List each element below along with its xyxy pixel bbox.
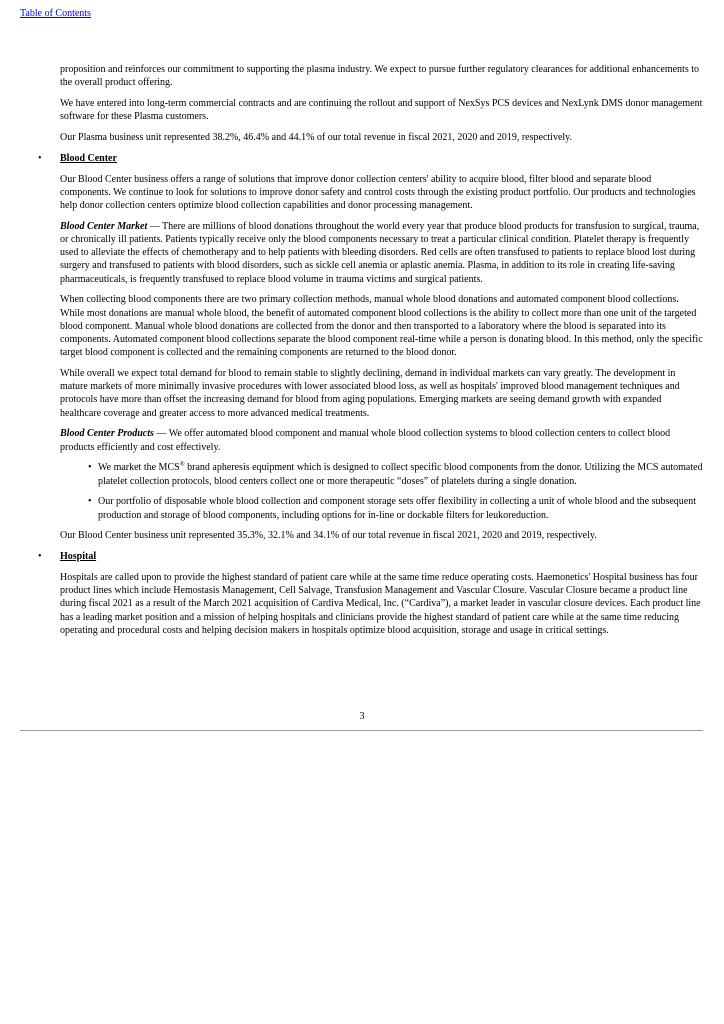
hospital-paragraph: Hospitals are called upon to provide the highest standard of patient care while at the same time reduce operating costs. Haemonetics' Hospital business has four product lines which include Hemostasis Management, Cell Salvage, Transfusion Management and Vascular Closure. Vascular Closure became a product line during fiscal 2021 as a result of the March 2021 acquisition of Cardiva Medical, Inc. (“Cardiva”), a market leader in vascular closure devices. Each product line has a leading market position and a mission of helping hospitals and clinicians provide the highest standard of patient care while at the same time reducing operating and procedural costs and helping decision makers in hospitals optimize blood acquisition, storage and usage in critical settings. [60,572,701,636]
page-number: 3 [359,711,365,722]
plasma-revenue-paragraph: Our Plasma business unit represented 38.2%, 46.4% and 44.1% of our total revenue in fiscal 2021, 2020 and 2019, respectively. [60,132,573,143]
page-content [38,63,703,645]
bullet-marker: • [38,551,42,563]
blood-center-market-paragraph [60,220,703,286]
blood-center-market-text: — There are millions of blood donations throughout the world every year that produce blood products for transfusion to surgical, trauma, or chronically ill patients. Patients typically receive only the blood components necessary to treat a particular clinical condition. Platelet therapy is frequently used to alleviate the effects of chemotherapy and to help patients with bleeding disorders. Red cells are often transfused to patients to replace blood lost during surgery and transfused to patients with blood disorders, such as sickle cell anemia or aplastic anemia. Plasma, in addition to its role in creating life-saving pharmaceuticals, is frequently transfused to replace blood volume in trauma victims and surgical patients. [60,220,700,285]
list-item [60,461,703,487]
products-list [60,461,703,521]
blood-center-products-text: — We offer automated blood component and manual whole blood collection systems to blood collection centers to collect blood products efficiently and cost effectively. [60,428,671,453]
disposables-text: Our portfolio of disposable whole blood collection and component storage sets offer flexibility in collecting a unit of whole blood and the subsequent production and storage of blood components, including options for in-line or dockable filters for leukoreduction. [98,496,697,521]
collection-methods-paragraph: When collecting blood components there are two primary collection methods, manual whole blood donations and automated component blood collections. While most donations are manual whole blood, the benefit of automated component blood collections is the ability to collect more than one unit of the targeted blood component. Manual whole blood donations are collected from the donor and then transported to a laboratory where the blood is separated into its components. Automated component blood collections separate the blood component real-time while a person is donating blood. In this method, only the specific target blood component is collected and the remaining components are returned to the blood donor. [60,294,703,359]
blood-center-revenue-paragraph: Our Blood Center business unit represented 35.3%, 32.1% and 34.1% of our total revenue in fiscal 2021, 2020 and 2019, respectively. [60,530,597,542]
blood-center-intro-paragraph: Our Blood Center business offers a range of solutions that improve donor collection centers' ability to acquire blood, filter blood and separate blood components. We continue to look for solutions to improve donor safety and control costs through the existing product portfolio. Our products and technologies help donor collection centers optimize blood collection capabilities and donor processing management. [60,173,696,211]
hospital-heading [38,550,703,563]
hospital-heading-label: Hospital [60,551,97,563]
blood-center-market-run-head: Blood Center Market [60,220,148,232]
table-of-contents-link[interactable]: Table of Contents [20,8,91,19]
bullet-marker: • [38,152,42,164]
demand-paragraph: While overall we expect total demand for blood to remain stable to slightly declining, demand in individual markets can vary greatly. The development in mature markets of more minimally invasive procedures with lower associated blood loss, as well as hospitals' improved blood management techniques and protocols have more than offset the increasing demand for blood from aging populations. Emerging markets are seeing demand growth with expanded healthcare coverage and greater access to more advanced medical treatments. [60,368,680,419]
mcs-text-start: We market the MCS [98,462,180,474]
list-item [60,495,703,521]
registered-mark: ® [179,461,185,469]
sub-bullet-marker: • [88,496,92,508]
sub-bullet-marker: • [88,462,92,474]
blood-center-heading-label: Blood Center [60,152,117,164]
blood-center-heading [38,152,703,165]
mcs-text-rest: brand apheresis equipment which is designed to collect specific blood components from the donor. Utilizing the MCS automated platelet collection protocols, blood centers collect one or more therapeutic “doses” of platelets during a single donation. [98,462,703,487]
blood-center-products-paragraph [60,427,703,453]
plasma-paragraph-2: We have entered into long-term commercial contracts and are continuing the rollout and support of NexSys PCS devices and NexLynk DMS donor management software for these Plasma customers. [60,98,703,123]
footer-divider [20,730,703,731]
blood-center-products-run-head: Blood Center Products [60,428,154,440]
plasma-paragraph-1: proposition and reinforces our commitment to supporting the plasma industry. We expect to pursue further regulatory clearances for additional enhancements to the overall product offering. [60,64,700,89]
